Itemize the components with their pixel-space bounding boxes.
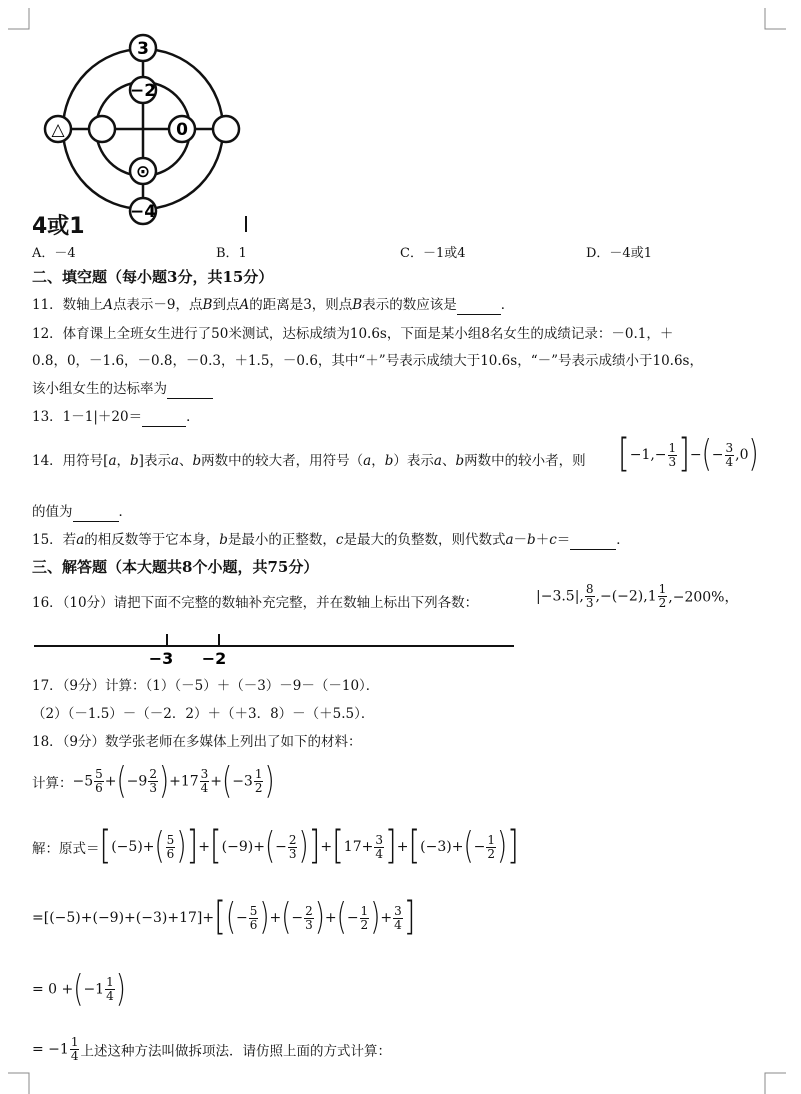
answer-blank-11[interactable] xyxy=(457,296,501,315)
question-17-line1: 17．（9分）计算：（1）（－5）＋（－3）－9－（－10）． xyxy=(32,678,380,694)
node-left-label: △ xyxy=(51,120,65,140)
question-18-solution-line3: = 0 +(−1 $\frac{1}{4}$ ) xyxy=(32,968,126,1011)
option-b[interactable]: B．1 xyxy=(216,246,247,261)
question-16-numbers: |−3.5|, $\frac{8}{3}$ ,−(−2),1 $\frac{1}{2}$ ,−200%， xyxy=(536,582,739,610)
question-12-line2: 0.8，0，－1.6，－0.8，－0.3，＋1.5，－0.6，其中“＋”号表示成绩大于10.6s，“－”号表示成绩小于10.6s， xyxy=(32,353,703,369)
answer-blank-12[interactable] xyxy=(167,380,213,399)
option-a[interactable]: A．－4 xyxy=(32,246,76,261)
crop-mark-top-left xyxy=(8,8,30,30)
option-c[interactable]: C．－1或4 xyxy=(400,246,466,261)
question-18-calc: 计算：−5 $\frac{5}{6}$ +(−9 $\frac{2}{3}$ )+17 $\frac{3}{4}$ +(−3 $\frac{1}{2}$ ) xyxy=(32,760,275,803)
question-18-solution-line4: = −1 $\frac{1}{4}$ 上述这种方法叫做拆项法．请仿照上面的方式计算： xyxy=(32,1035,391,1063)
node-inner-left xyxy=(89,116,115,142)
circle-puzzle-figure xyxy=(36,30,256,235)
answer-blank-13[interactable] xyxy=(142,408,186,427)
section2-heading: 二、填空题（每小题3分，共15分） xyxy=(32,268,274,286)
question-18-solution-line2: =[(−5)+(−9)+(−3)+17]+[(− $\frac{5}{6}$ )+(− $\frac{2}{3}$ )+(− $\frac{1}{2}$ )+ $\frac{3}{4}$ ] xyxy=(32,894,416,941)
answer-blank-14[interactable] xyxy=(73,503,119,522)
answer-blank-15[interactable] xyxy=(570,531,616,550)
crop-mark-bottom-right xyxy=(764,1072,786,1094)
crop-mark-bottom-left xyxy=(8,1072,30,1094)
question-15: 15．若a的相反数等于它本身，b是最小的正整数，c是最大的负整数，则代数式a－b＋c＝ ． xyxy=(32,532,630,548)
question-12-line1: 12．体育课上全班女生进行了50米测试，达标成绩为10.6s，下面是某小组8名女生的成绩记录：－0.1，＋ xyxy=(32,326,674,342)
question-13: 13．1－1|＋20＝ ． xyxy=(32,409,200,425)
node-bottom-label: −4 xyxy=(129,202,157,222)
question-14-formula: [−1,− $\frac{1}{3}$ ]−(− $\frac{3}{4}$ ,0) xyxy=(618,431,759,478)
question-18-solution-line1: 解：原式＝[(−5)+( $\frac{5}{6}$ )]+[(−9)+(− $\frac{2}{3}$ )]+[17+ $\frac{3}{4}$ ]+[(−3)+(− $\frac{1}{2}$ )] xyxy=(32,823,519,870)
crop-mark-top-right xyxy=(764,8,786,30)
tick-label-minus2: −2 xyxy=(201,649,227,668)
question-14: 14．用符号[a，b]表示a、b两数中的较大者，用符号（a，b）表示a、b两数中的较小者，则 xyxy=(32,453,586,469)
node-inner-right-label: 0 xyxy=(176,120,188,140)
question-11: 11．数轴上A点表示－9，点B到点A的距离是3，则点B表示的数应该是 ． xyxy=(32,297,515,313)
figure-cut-text: 4或1 xyxy=(32,214,85,239)
question-17-line2: （2）（－1.5）－（－2．2）＋（＋3．8）－（＋5.5）． xyxy=(32,706,375,722)
section3-heading: 三、解答题（本大题共8个小题，共75分） xyxy=(32,558,319,576)
number-line xyxy=(30,630,520,670)
question-18-line1: 18．（9分）数学张老师在多媒体上列出了如下的材料： xyxy=(32,734,362,750)
node-inner-top-label: −2 xyxy=(129,81,157,101)
text-cursor xyxy=(245,216,247,232)
question-14-line2: 的值为 ． xyxy=(32,504,132,520)
node-top-label: 3 xyxy=(137,39,149,59)
question-12-line3: 该小组女生的达标率为 xyxy=(32,380,213,399)
node-right xyxy=(213,116,239,142)
option-d[interactable]: D．－4或1 xyxy=(586,246,652,261)
question-16: 16．（10分）请把下面不完整的数轴补充完整，并在数轴上标出下列各数： xyxy=(32,595,479,611)
tick-label-minus3: −3 xyxy=(148,649,174,668)
node-inner-bottom-label: ⊙ xyxy=(135,162,151,182)
